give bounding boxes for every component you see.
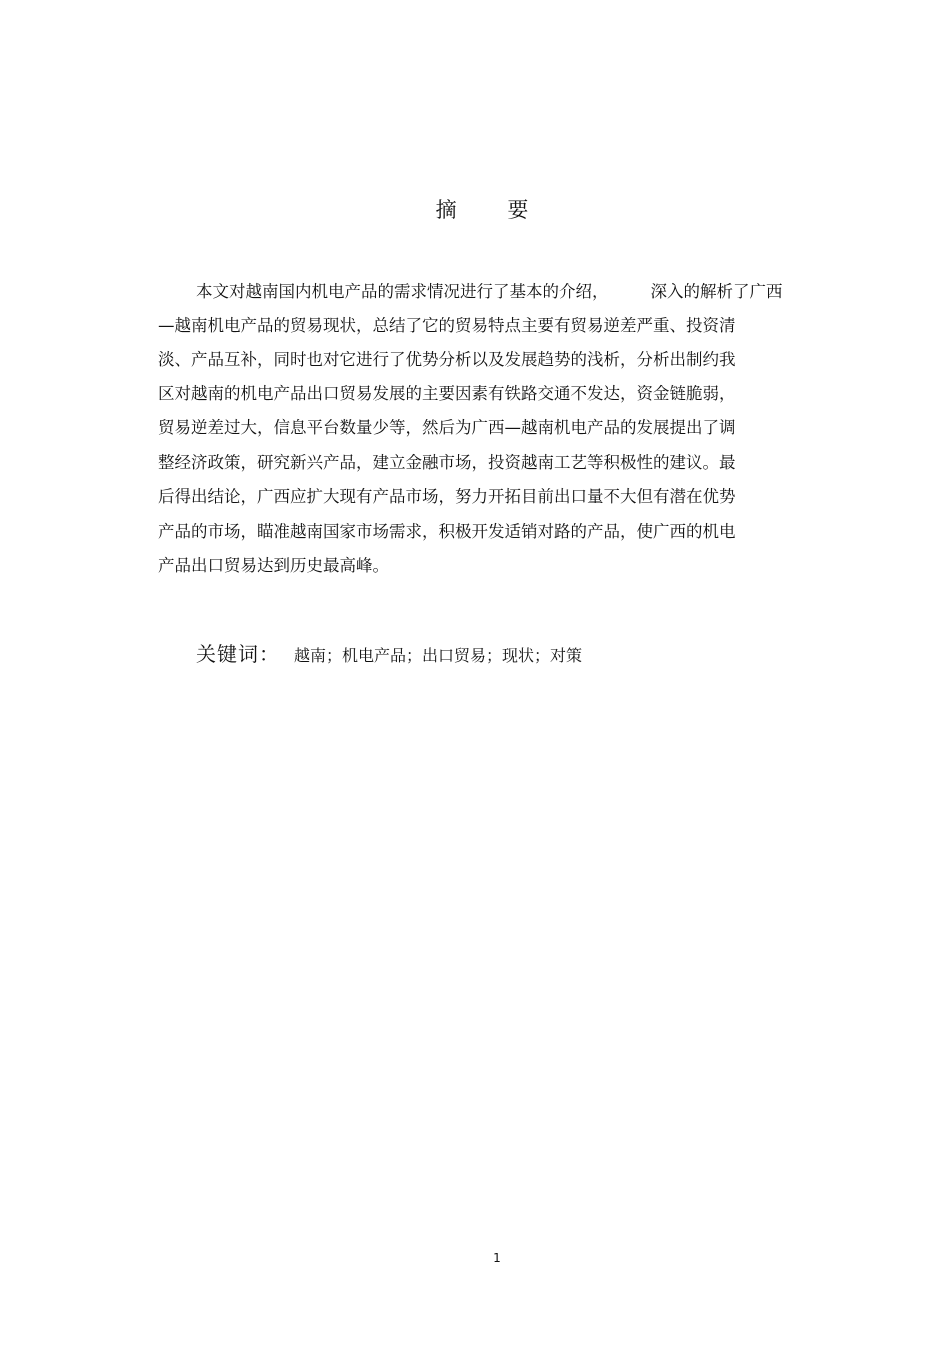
abstract-line-9: 产品出口贸易达到历史最高峰。 <box>158 556 389 575</box>
abstract-title: 摘 要 <box>435 198 551 222</box>
abstract-line-6: 整经济政策，研究新兴产品，建立金融市场，投资越南工艺等积极性的建议。最 <box>158 453 736 472</box>
keywords-row <box>196 638 582 667</box>
abstract-line-7: 后得出结论，广西应扩大现有产品市场，努力开拓目前出口量不大但有潜在优势 <box>158 487 736 506</box>
abstract-line-8: 产品的市场，瞄准越南国家市场需求，积极开发适销对路的产品，使广西的机电 <box>158 522 736 541</box>
abstract-line-1: 本文对越南国内机电产品的需求情况进行了基本的介绍， 深入的解析了广西 <box>196 282 783 301</box>
keywords-label: 关键词： <box>196 642 280 666</box>
abstract-line-2: —越南机电产品的贸易现状，总结了它的贸易特点主要有贸易逆差严重、投资清 <box>158 316 736 335</box>
page-number: 1 <box>493 1251 501 1265</box>
abstract-line-4: 区对越南的机电产品出口贸易发展的主要因素有铁路交通不发达，资金链脆弱， <box>158 384 736 403</box>
abstract-line-3: 淡、产品互补，同时也对它进行了优势分析以及发展趋势的浅析，分析出制约我 <box>158 350 736 369</box>
keywords-value: 越南；机电产品；出口贸易；现状；对策 <box>294 646 583 665</box>
abstract-line-5: 贸易逆差过大，信息平台数量少等，然后为广西—越南机电产品的发展提出了调 <box>158 418 736 437</box>
